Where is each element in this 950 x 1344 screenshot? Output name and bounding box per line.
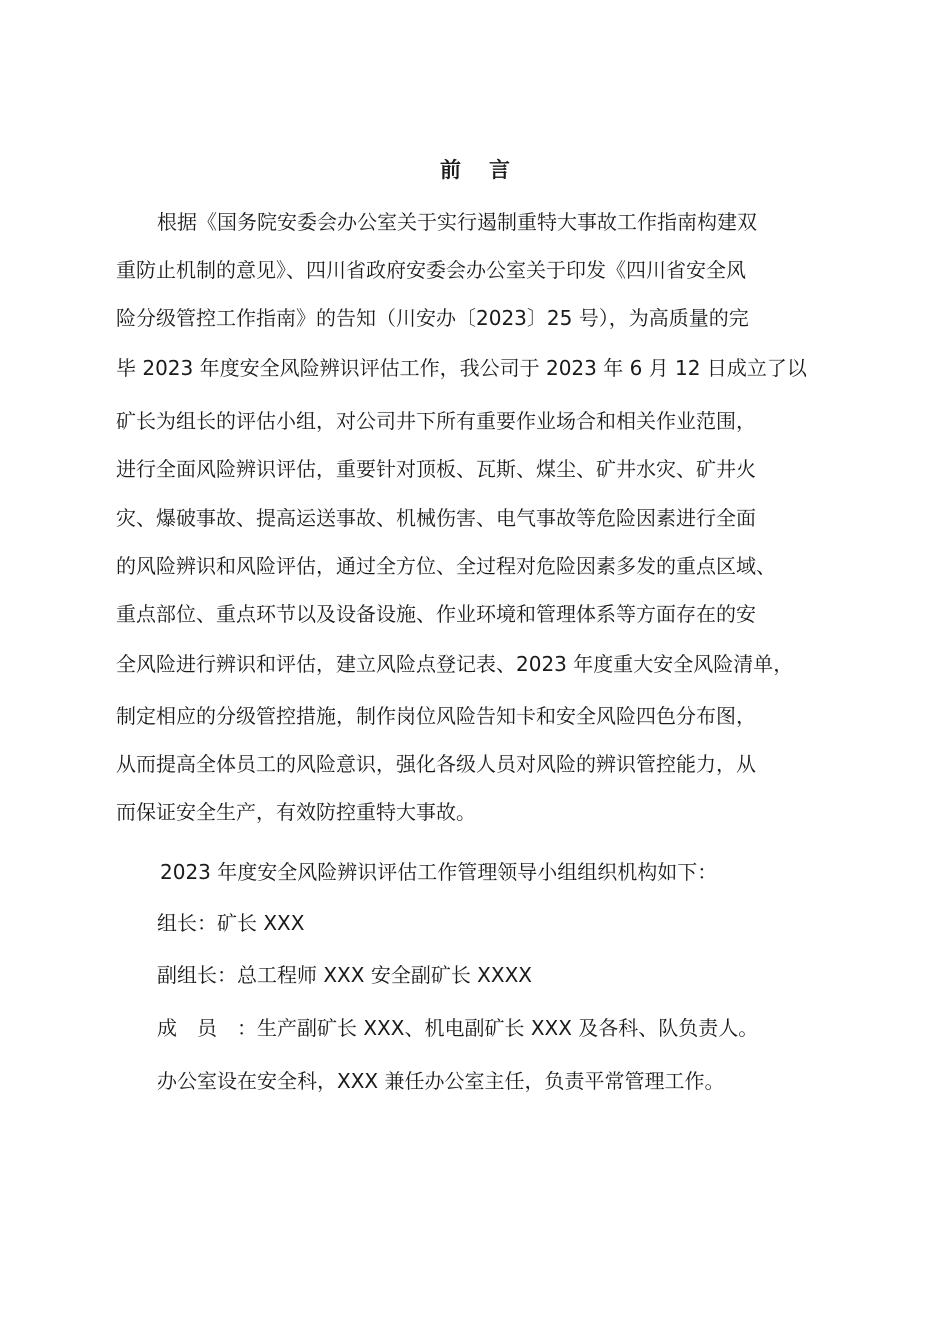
org-office: 办公室设在安全科，XXX 兼任办公室主任，负责平常管理工作。 bbox=[157, 1069, 725, 1093]
body-line-9: 重点部位、重点环节以及设备设施、作业环境和管理体系等方面存在的安 bbox=[116, 602, 756, 626]
body-line-8: 的风险辨识和风险评估，通过全方位、全过程对危险因素多发的重点区域、 bbox=[116, 554, 776, 578]
body-line-13: 而保证安全生产，有效防控重特大事故。 bbox=[116, 800, 476, 824]
org-leader: 组长：矿长 XXX bbox=[157, 911, 305, 935]
page-title: 前言 bbox=[440, 158, 538, 182]
org-members bbox=[157, 1012, 758, 1044]
org-intro: 2023 年度安全风险辨识评估工作管理领导小组组织机构如下： bbox=[160, 860, 718, 884]
org-members-label: 成员 bbox=[157, 1016, 237, 1040]
body-line-1: 根据《国务院安委会办公室关于实行遏制重特大事故工作指南构建双 bbox=[157, 210, 757, 234]
body-line-2: 重防止机制的意见》、四川省政府安委会办公室关于印发《四川省安全风 bbox=[116, 258, 746, 282]
body-line-11: 制定相应的分级管控措施，制作岗位风险告知卡和安全风险四色分布图， bbox=[116, 704, 756, 728]
org-deputy: 副组长：总工程师 XXX 安全副矿长 XXXX bbox=[157, 963, 532, 987]
body-line-10: 全风险进行辨识和评估，建立风险点登记表、2023 年度重大安全风险清单， bbox=[116, 652, 794, 676]
body-line-4: 毕 2023 年度安全风险辨识评估工作，我公司于 2023 年 6 月 12 日成立了以 bbox=[116, 356, 807, 380]
body-line-3: 险分级管控工作指南》的告知（川安办〔2023〕25 号），为高质量的完 bbox=[116, 306, 749, 330]
body-line-5: 矿长为组长的评估小组，对公司井下所有重要作业场合和相关作业范围， bbox=[116, 409, 756, 433]
body-line-12: 从而提高全体员工的风险意识，强化各级人员对风险的辨识管控能力，从 bbox=[116, 752, 756, 776]
org-members-text: ：生产副矿长 XXX、机电副矿长 XXX 及各科、队负责人。 bbox=[237, 1016, 759, 1040]
body-line-7: 灾、爆破事故、提高运送事故、机械伤害、电气事故等危险因素进行全面 bbox=[116, 506, 756, 530]
body-line-6: 进行全面风险辨识评估，重要针对顶板、瓦斯、煤尘、矿井水灾、矿井火 bbox=[116, 457, 756, 481]
